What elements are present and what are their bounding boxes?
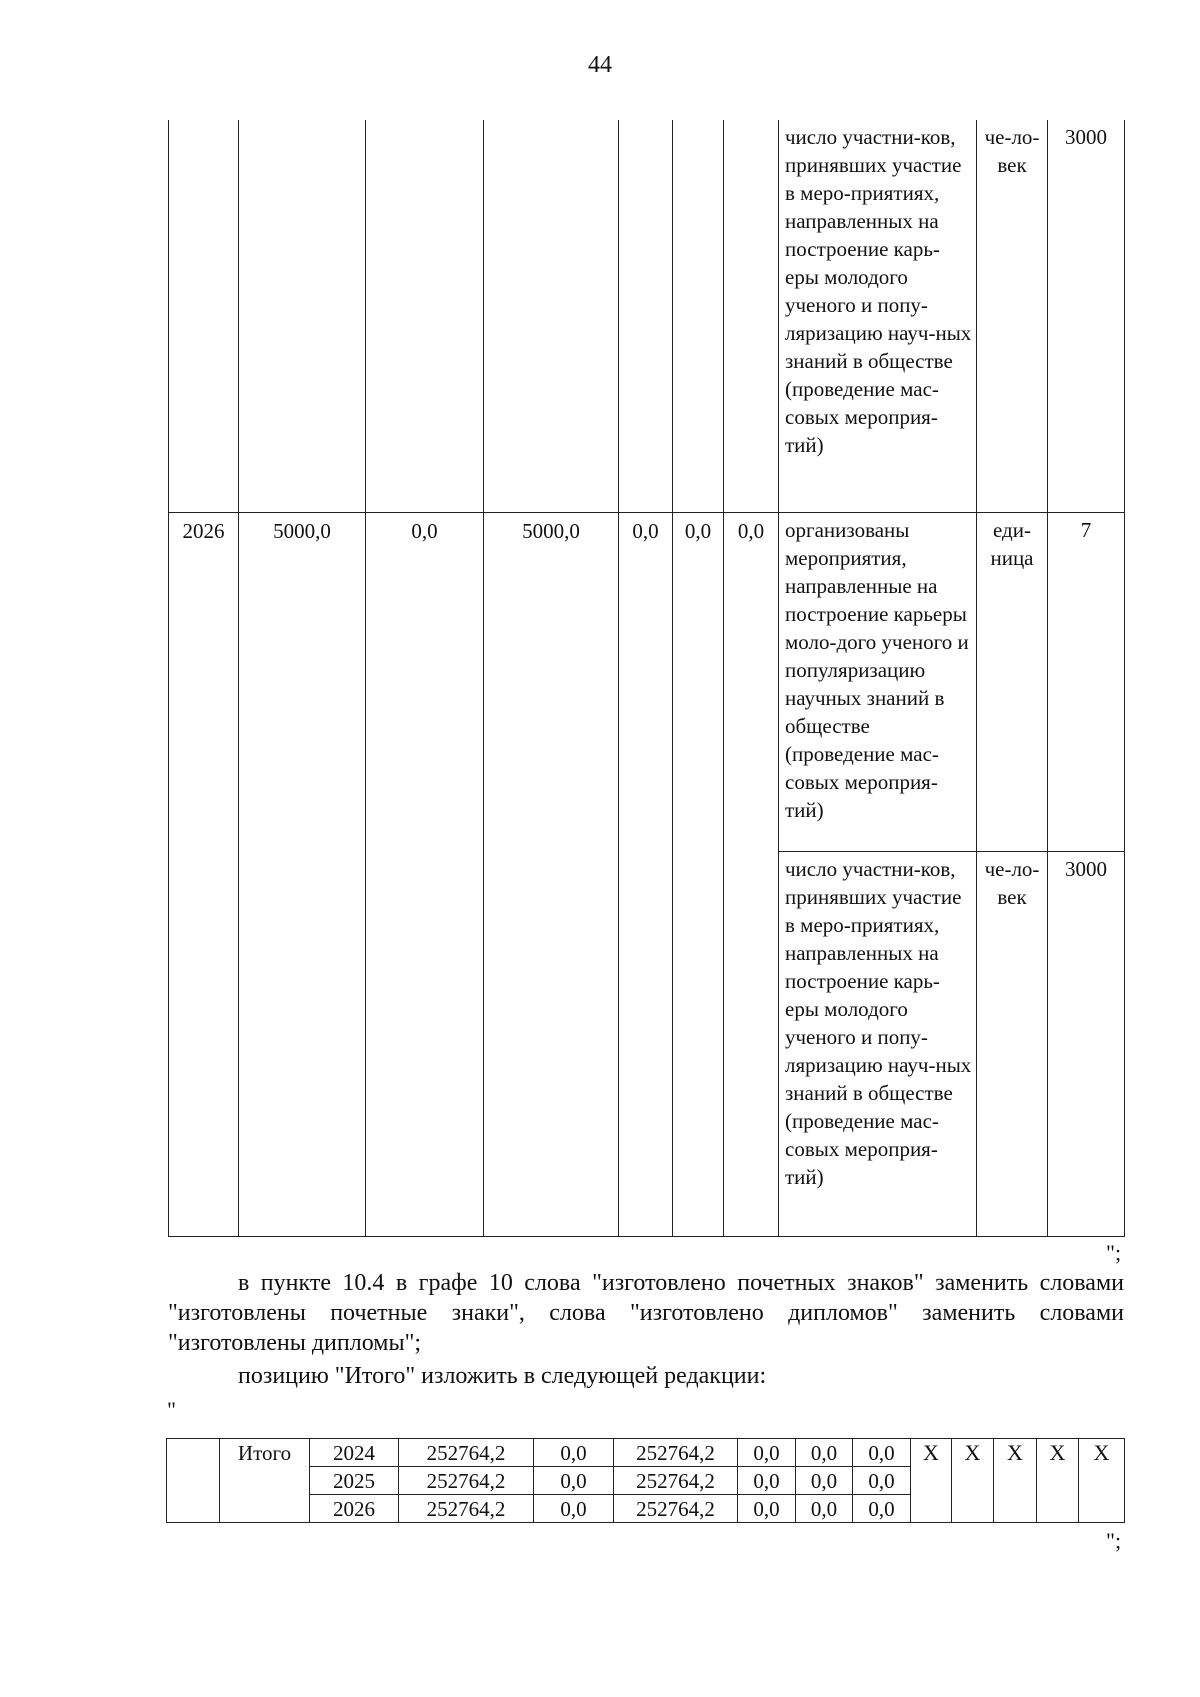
year-cell: 2026 [310,1495,399,1523]
amount-cell: 0,0 [673,512,724,1236]
x-mark-cell: X [994,1439,1037,1523]
amount-cell: 0,0 [534,1467,614,1495]
amount-cell: 252764,2 [614,1467,738,1495]
year-cell: 2025 [310,1467,399,1495]
empty-cell [673,120,724,512]
value-cell: 7 [1048,512,1125,851]
amount-cell: 0,0 [366,512,484,1236]
empty-cell [484,120,619,512]
total-cell: 252764,2 [399,1495,534,1523]
x-mark-cell: X [911,1439,952,1523]
amount-cell: 0,0 [619,512,673,1236]
year-cell: 2024 [310,1439,399,1467]
empty-cell [169,120,239,512]
total-cell: 5000,0 [239,512,366,1236]
empty-cell [167,1439,220,1523]
indicator-cell: число участни-ков, принявших участие в меро-приятиях, направленных на построение карь-еры молодого ученого и попу-ляризацию науч-ных знаний в обществе (проведение мас-совых мероприя-тий) [779,851,977,1236]
amount-cell: 252764,2 [614,1495,738,1523]
amount-cell: 5000,0 [484,512,619,1236]
paragraph-total-position: позицию "Итого" изложить в следующей редакции: [238,1363,767,1389]
amount-cell: 0,0 [738,1439,796,1467]
table-row [167,1439,1125,1467]
paragraph-amendment: в пункте 10.4 в графе 10 слова "изготовлено почетных знаков" заменить словами "изготовлены почетные знаки", слова "изготовлено дипломов" заменить словами "изготовлены дипломы"; [168,1270,1124,1356]
table-row [169,512,1125,851]
unit-cell: че-ло-век [977,851,1048,1236]
empty-cell [239,120,366,512]
amount-cell: 0,0 [796,1439,853,1467]
amount-cell: 0,0 [853,1495,911,1523]
amount-cell: 0,0 [738,1495,796,1523]
indicator-cell: организованы мероприятия, направленные на построение карьеры моло-дого ученого и популяризацию научных знаний в обществе (проведение мас-совых мероприя-тий) [779,512,977,851]
amount-cell: 0,0 [534,1439,614,1467]
closing-quote: "; [1106,1240,1122,1265]
value-cell: 3000 [1048,120,1125,512]
total-cell: 252764,2 [399,1467,534,1495]
opening-quote: " [167,1397,176,1422]
total-table [166,1438,1125,1523]
amount-cell: 252764,2 [614,1439,738,1467]
amount-cell: 0,0 [853,1439,911,1467]
amount-cell: 0,0 [796,1467,853,1495]
total-cell: 252764,2 [399,1439,534,1467]
unit-cell: еди-ница [977,512,1048,851]
page-number: 44 [588,52,612,78]
x-mark-cell: X [952,1439,994,1523]
empty-cell [619,120,673,512]
empty-cell [366,120,484,512]
unit-cell: че-ло-век [977,120,1048,512]
main-table [168,120,1125,1237]
value-cell: 3000 [1048,851,1125,1236]
amount-cell: 0,0 [738,1467,796,1495]
year-cell: 2026 [169,512,239,1236]
amount-cell: 0,0 [796,1495,853,1523]
closing-quote: "; [1106,1528,1122,1553]
amount-cell: 0,0 [724,512,779,1236]
indicator-cell: число участни-ков, принявших участие в меро-приятиях, направленных на построение карь-еры молодого ученого и попу-ляризацию науч-ных знаний в обществе (проведение мас-совых мероприя-тий) [779,120,977,512]
amount-cell: 0,0 [853,1467,911,1495]
x-mark-cell: X [1079,1439,1125,1523]
total-label: Итого [220,1439,310,1523]
empty-cell [724,120,779,512]
x-mark-cell: X [1037,1439,1079,1523]
table-row [169,120,1125,512]
amount-cell: 0,0 [534,1495,614,1523]
